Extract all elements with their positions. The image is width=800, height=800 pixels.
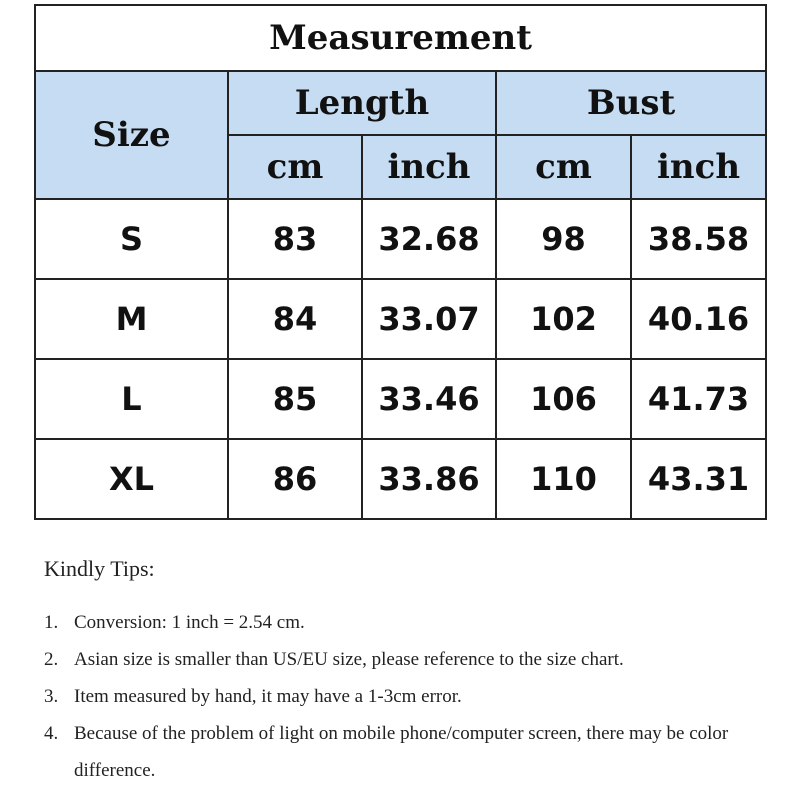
length-inch-cell: 33.07 (362, 279, 496, 359)
bust-cm-header: cm (496, 135, 631, 199)
length-inch-header: inch (362, 135, 496, 199)
length-inch-cell: 32.68 (362, 199, 496, 279)
bust-inch-cell: 38.58 (631, 199, 766, 279)
length-cm-header: cm (228, 135, 362, 199)
table-row (35, 359, 766, 439)
tip-text: Because of the problem of light on mobile phone/computer screen, there may be color difference. (74, 723, 729, 781)
length-cm-cell: 85 (228, 359, 362, 439)
table-row (35, 199, 766, 279)
bust-inch-cell: 41.73 (631, 359, 766, 439)
list-item (44, 604, 774, 641)
length-cm-cell: 84 (228, 279, 362, 359)
tip-number: 1. (44, 612, 59, 633)
length-inch-cell: 33.46 (362, 359, 496, 439)
size-cell: S (35, 199, 228, 279)
tips-list (44, 604, 774, 789)
length-header: Length (228, 71, 496, 135)
table-title: Measurement (35, 5, 766, 71)
table-row (35, 439, 766, 519)
table-row (35, 279, 766, 359)
tips-title: Kindly Tips: (44, 556, 155, 581)
size-cell: L (35, 359, 228, 439)
list-item (44, 715, 774, 789)
size-cell: M (35, 279, 228, 359)
group-header-row (35, 71, 766, 135)
size-cell: XL (35, 439, 228, 519)
length-cm-cell: 86 (228, 439, 362, 519)
tip-number: 2. (44, 649, 59, 670)
bust-inch-cell: 43.31 (631, 439, 766, 519)
list-item (44, 641, 774, 678)
length-inch-cell: 33.86 (362, 439, 496, 519)
tip-text: Conversion: 1 inch = 2.54 cm. (74, 612, 305, 633)
bust-cm-cell: 102 (496, 279, 631, 359)
size-chart-table (34, 4, 767, 520)
length-cm-cell: 83 (228, 199, 362, 279)
bust-cm-cell: 110 (496, 439, 631, 519)
tip-text: Item measured by hand, it may have a 1-3cm error. (74, 686, 462, 707)
bust-inch-cell: 40.16 (631, 279, 766, 359)
bust-inch-header: inch (631, 135, 766, 199)
tip-number: 4. (44, 723, 59, 744)
title-row (35, 5, 766, 71)
bust-cm-cell: 98 (496, 199, 631, 279)
list-item (44, 678, 774, 715)
size-header: Size (35, 71, 228, 199)
bust-header: Bust (496, 71, 766, 135)
tip-number: 3. (44, 686, 59, 707)
kindly-tips (44, 556, 774, 789)
bust-cm-cell: 106 (496, 359, 631, 439)
tip-text: Asian size is smaller than US/EU size, please reference to the size chart. (74, 649, 624, 670)
